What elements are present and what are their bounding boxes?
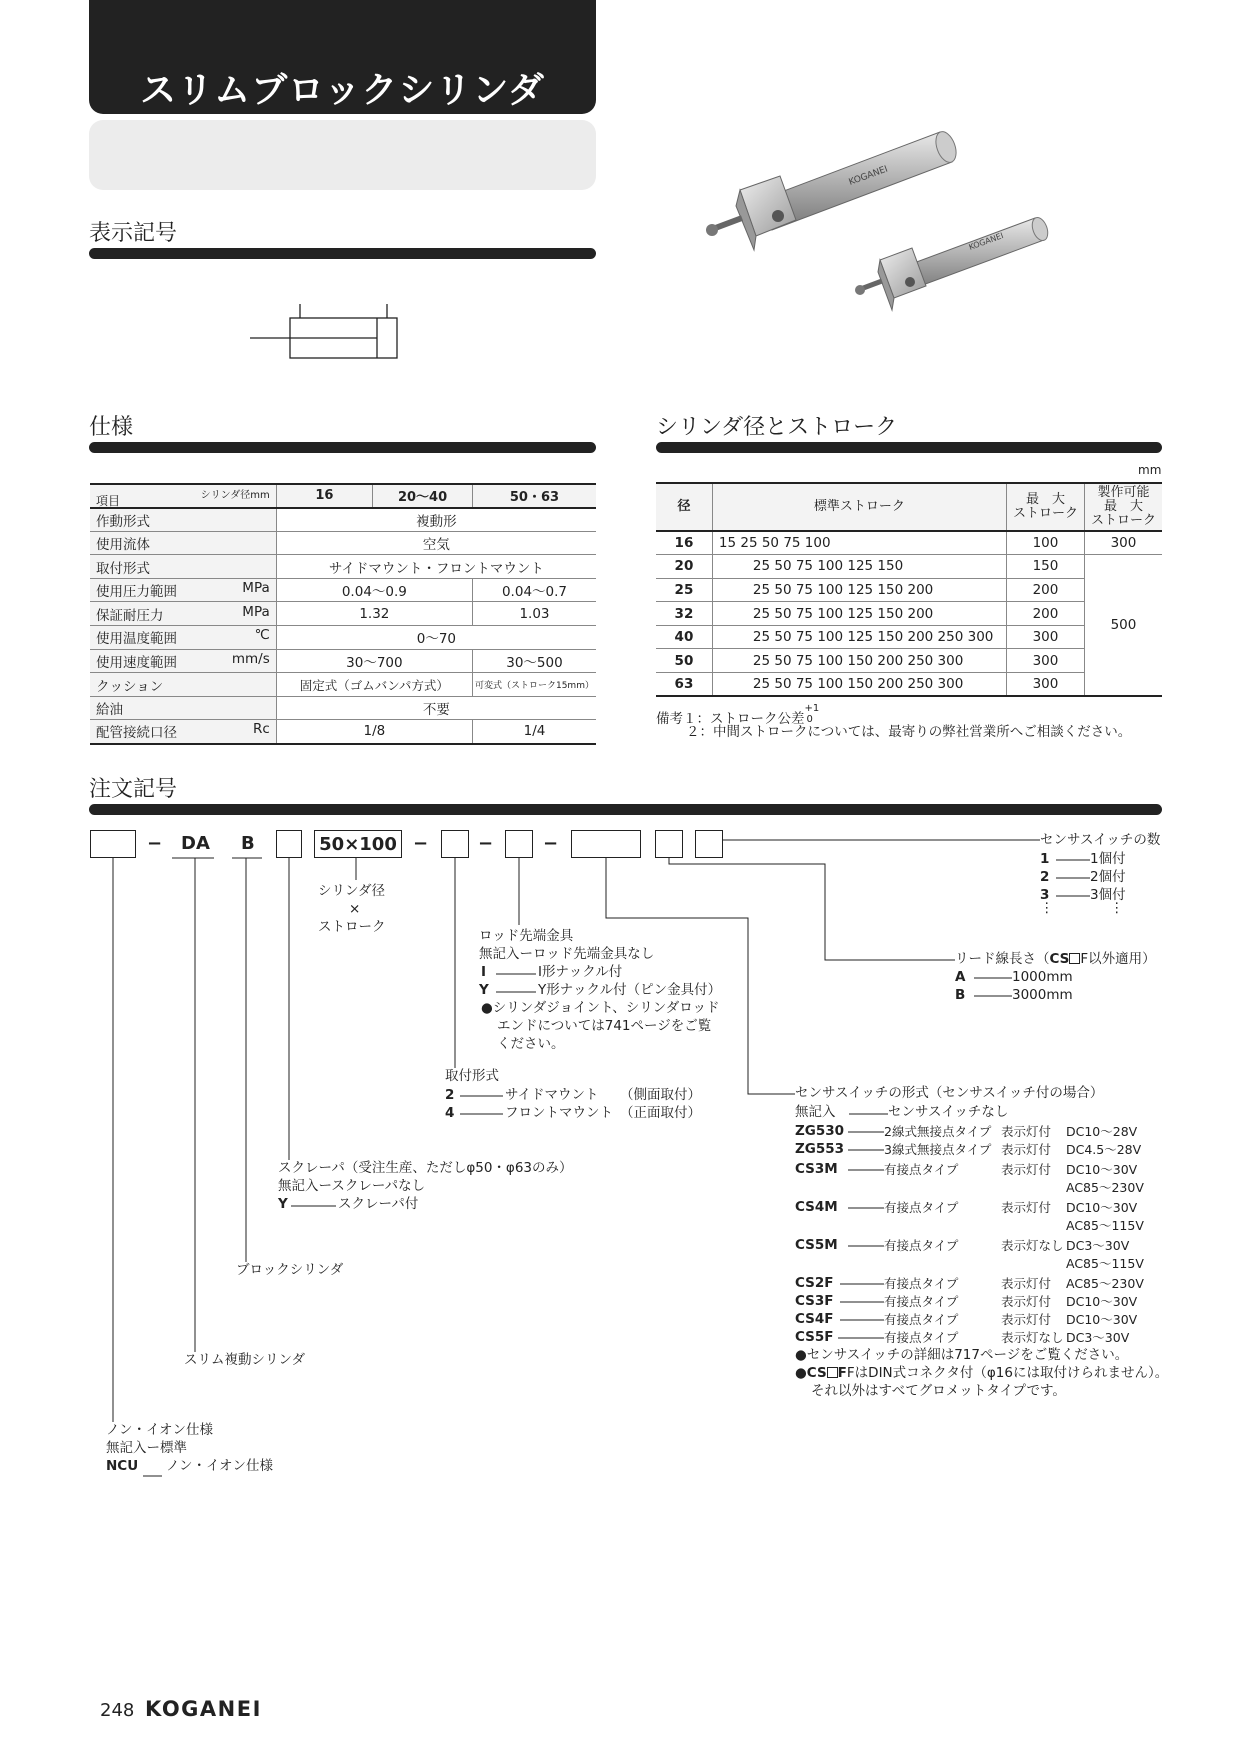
table-row: 20 25 50 75 100 125 150 150 500: [656, 555, 1162, 579]
sensor-count-more: ⋮: [1110, 900, 1124, 916]
sensor-lamp: 表示灯付: [1001, 1162, 1052, 1177]
code-dash: −: [543, 833, 559, 854]
sensor-code: CS4M: [795, 1199, 838, 1215]
section-title-spec: 仕様: [89, 415, 134, 440]
sensor-lamp: 表示灯付: [1001, 1124, 1052, 1139]
table-row: 40 25 50 75 100 125 150 200 250 300 300: [656, 625, 1162, 649]
sensor-count-title: センサスイッチの数: [1040, 832, 1161, 848]
rod-desc: Y形ナックル付（ピン金具付）: [538, 982, 722, 998]
sensor-volt: DC10〜28V: [1066, 1124, 1138, 1139]
table-row: 保証耐圧力 MPa 1.32 1.03: [90, 602, 596, 626]
stroke-note-1: 備考１：ストローク公差 +1 0: [656, 703, 820, 727]
code-dash: −: [413, 833, 429, 854]
rod-desc: I形ナックル付: [538, 964, 623, 980]
product-brand: KOGANEI: [847, 164, 890, 188]
table-row: 取付形式 サイドマウント・フロントマウント: [90, 555, 596, 579]
sensor-lamp: 表示灯付: [1001, 1142, 1052, 1157]
sensor-code: CS5M: [795, 1237, 838, 1253]
sensor-code: CS5F: [795, 1329, 834, 1345]
sensor-type: 有接点タイプ: [884, 1312, 959, 1327]
ion-code: NCU: [106, 1458, 139, 1474]
table-header-cell: 径: [656, 483, 712, 531]
size-label-stroke: ストローク: [318, 919, 386, 935]
unit-label: mm: [1138, 463, 1162, 477]
table-header-cell: 16: [276, 484, 372, 508]
rod-code: Y: [479, 982, 489, 998]
table-header-cell: 50・63: [472, 484, 596, 508]
mount-desc: サイドマウント: [505, 1087, 599, 1103]
scraper-none: 無記入ースクレーパなし: [278, 1178, 426, 1194]
sensor-lamp: 表示灯付: [1001, 1294, 1052, 1309]
sensor-type: 有接点タイプ: [884, 1200, 959, 1215]
sensor-lamp: 表示灯付: [1001, 1276, 1052, 1291]
lead-code: A: [955, 969, 966, 985]
sensor-lamp: 表示灯付: [1001, 1200, 1052, 1215]
mount-note: （側面取付）: [620, 1087, 701, 1103]
sensor-code: ZG553: [795, 1141, 845, 1157]
lead-desc: 1000mm: [1012, 969, 1073, 985]
ion-desc: ノン・イオン仕様: [166, 1458, 274, 1474]
table-row: 使用温度範囲 ℃ 0〜70: [90, 626, 596, 650]
rod-note: ください。: [497, 1036, 565, 1052]
sensor-volt: DC4.5〜28V: [1066, 1142, 1142, 1157]
section-title-bore-stroke: シリンダ径とストローク: [656, 415, 898, 440]
sensor-type-none-code: 無記入: [795, 1104, 836, 1120]
sensor-code: CS3F: [795, 1293, 834, 1309]
sensor-volt: DC10〜30V: [1066, 1294, 1138, 1309]
sensor-count-code: 2: [1040, 869, 1050, 885]
table-header-cell: 最 大 ストローク: [1006, 483, 1084, 531]
sensor-count-more: ⋮: [1040, 900, 1054, 916]
table-row: 給油 不要: [90, 696, 596, 720]
rod-note: ●シリンダジョイント、シリンダロッド: [481, 1000, 720, 1016]
placeholder-box-icon: [1069, 953, 1080, 964]
sensor-code: CS4F: [795, 1311, 834, 1327]
sensor-lamp: 表示灯なし: [1001, 1238, 1064, 1253]
code-dash: −: [478, 833, 494, 854]
sensor-count-code: 1: [1040, 851, 1050, 867]
sensor-type: 3線式無接点タイプ: [884, 1142, 992, 1157]
sensor-type: 有接点タイプ: [884, 1162, 959, 1177]
section-title-symbol: 表示記号: [89, 221, 178, 246]
sensor-count-code: 3: [1040, 887, 1050, 903]
sensor-type-title: センサスイッチの形式（センサスイッチ付の場合）: [795, 1085, 1104, 1101]
rod-note: エンドについては741ページをご覧: [497, 1018, 712, 1034]
rod-code: I: [481, 964, 487, 980]
table-row: 50 25 50 75 100 150 200 250 300 300: [656, 649, 1162, 673]
sensor-type: 有接点タイプ: [884, 1330, 959, 1345]
sensor-lamp: 表示灯付: [1001, 1312, 1052, 1327]
sensor-type: 有接点タイプ: [884, 1276, 959, 1291]
slim-label: スリム複動シリンダ: [184, 1352, 305, 1368]
rod-title: ロッド先端金具: [479, 928, 574, 944]
sensor-volt: DC10〜30V: [1066, 1162, 1138, 1177]
sensor-note: ●センサスイッチの詳細は717ページをご覧ください。: [795, 1347, 1129, 1363]
table-header-cell: 製作可能 最 大 ストローク: [1084, 483, 1162, 531]
table-row: 配管接続口径 Rc 1/8 1/4: [90, 720, 596, 744]
code-da: DA: [181, 833, 210, 854]
table-row: 25 25 50 75 100 125 150 200 200: [656, 578, 1162, 602]
sensor-count-desc: 3個付: [1090, 887, 1126, 903]
table-header-cell: 20〜40: [373, 484, 473, 508]
code-b: B: [241, 833, 255, 854]
table-row: クッション 固定式（ゴムバンパ方式） 可変式（ストローク15mm）: [90, 673, 596, 697]
sensor-type: 有接点タイプ: [884, 1238, 959, 1253]
table-row: 使用圧力範囲 MPa 0.04〜0.9 0.04〜0.7: [90, 578, 596, 602]
table-row: 63 25 50 75 100 150 200 250 300 300: [656, 673, 1162, 697]
code-dash: −: [147, 833, 163, 854]
page-title: スリムブロックシリンダ: [140, 70, 545, 111]
scraper-title: スクレーパ（受注生産、ただしφ50・φ63のみ）: [278, 1160, 573, 1176]
sensor-volt: DC10〜30V: [1066, 1200, 1138, 1215]
table-row: 作動形式 複動形: [90, 508, 596, 532]
stroke-note-2: ２：中間ストロークについては、最寄りの弊社営業所へご相談ください。: [686, 724, 1132, 740]
sensor-volt: AC85〜230V: [1066, 1276, 1144, 1291]
sensor-code: CS3M: [795, 1161, 838, 1177]
block-label: ブロックシリンダ: [236, 1262, 344, 1278]
product-brand: KOGANEI: [967, 231, 1005, 252]
mount-code: 2: [445, 1087, 455, 1103]
sensor-volt2: AC85〜115V: [1066, 1218, 1144, 1233]
lead-title: リード線長さ（CS F以外適用）: [955, 951, 1156, 967]
rod-none: 無記入ーロッド先端金具なし: [479, 946, 655, 962]
mount-desc: フロントマウント: [505, 1105, 613, 1121]
sensor-note: ●CS FFはDIN式コネクタ付（φ16には取付けられません）。: [795, 1365, 1169, 1381]
size-label-bore: シリンダ径: [318, 883, 385, 899]
sensor-type-none-desc: センサスイッチなし: [888, 1104, 1009, 1120]
sensor-count-desc: 2個付: [1090, 869, 1126, 885]
sensor-volt2: AC85〜115V: [1066, 1256, 1144, 1271]
sensor-note: それ以外はすべてグロメットタイプです。: [811, 1383, 1066, 1399]
mount-note: （正面取付）: [620, 1105, 701, 1121]
mount-code: 4: [445, 1105, 455, 1121]
ion-none: 無記入ー標準: [106, 1440, 187, 1456]
table-header-cell: 標準ストローク: [712, 483, 1006, 531]
sensor-type: 有接点タイプ: [884, 1294, 959, 1309]
table-row: 16 15 25 50 75 100 100 300: [656, 531, 1162, 555]
sensor-lamp: 表示灯なし: [1001, 1330, 1064, 1345]
sensor-volt2: AC85〜230V: [1066, 1180, 1144, 1195]
scraper-desc: スクレーパ付: [338, 1196, 419, 1212]
scraper-code: Y: [278, 1196, 288, 1212]
sensor-code: CS2F: [795, 1275, 834, 1291]
lead-code: B: [955, 987, 966, 1003]
sensor-type: 2線式無接点タイプ: [884, 1124, 992, 1139]
sensor-volt: DC3〜30V: [1066, 1238, 1130, 1253]
ion-title: ノン・イオン仕様: [106, 1422, 214, 1438]
lead-desc: 3000mm: [1012, 987, 1073, 1003]
placeholder-box-icon: [827, 1367, 838, 1378]
table-header-cell: 項目 シリンダ径mm: [90, 484, 276, 508]
code-size: 50×100: [314, 830, 402, 858]
table-row: 32 25 50 75 100 125 150 200 200: [656, 602, 1162, 626]
sensor-count-desc: 1個付: [1090, 851, 1126, 867]
mount-title: 取付形式: [445, 1068, 499, 1084]
sensor-volt: DC10〜30V: [1066, 1312, 1138, 1327]
size-label-x: ×: [349, 901, 361, 917]
page-number: 248: [100, 1700, 135, 1721]
table-row: 使用速度範囲 mm/s 30〜700 30〜500: [90, 649, 596, 673]
table-row: 使用流体 空気: [90, 531, 596, 555]
sensor-volt: DC3〜30V: [1066, 1330, 1130, 1345]
footer-brand-logo: KOGANEI: [145, 1697, 262, 1721]
sensor-code: ZG530: [795, 1123, 845, 1139]
section-title-order: 注文記号: [89, 777, 178, 802]
